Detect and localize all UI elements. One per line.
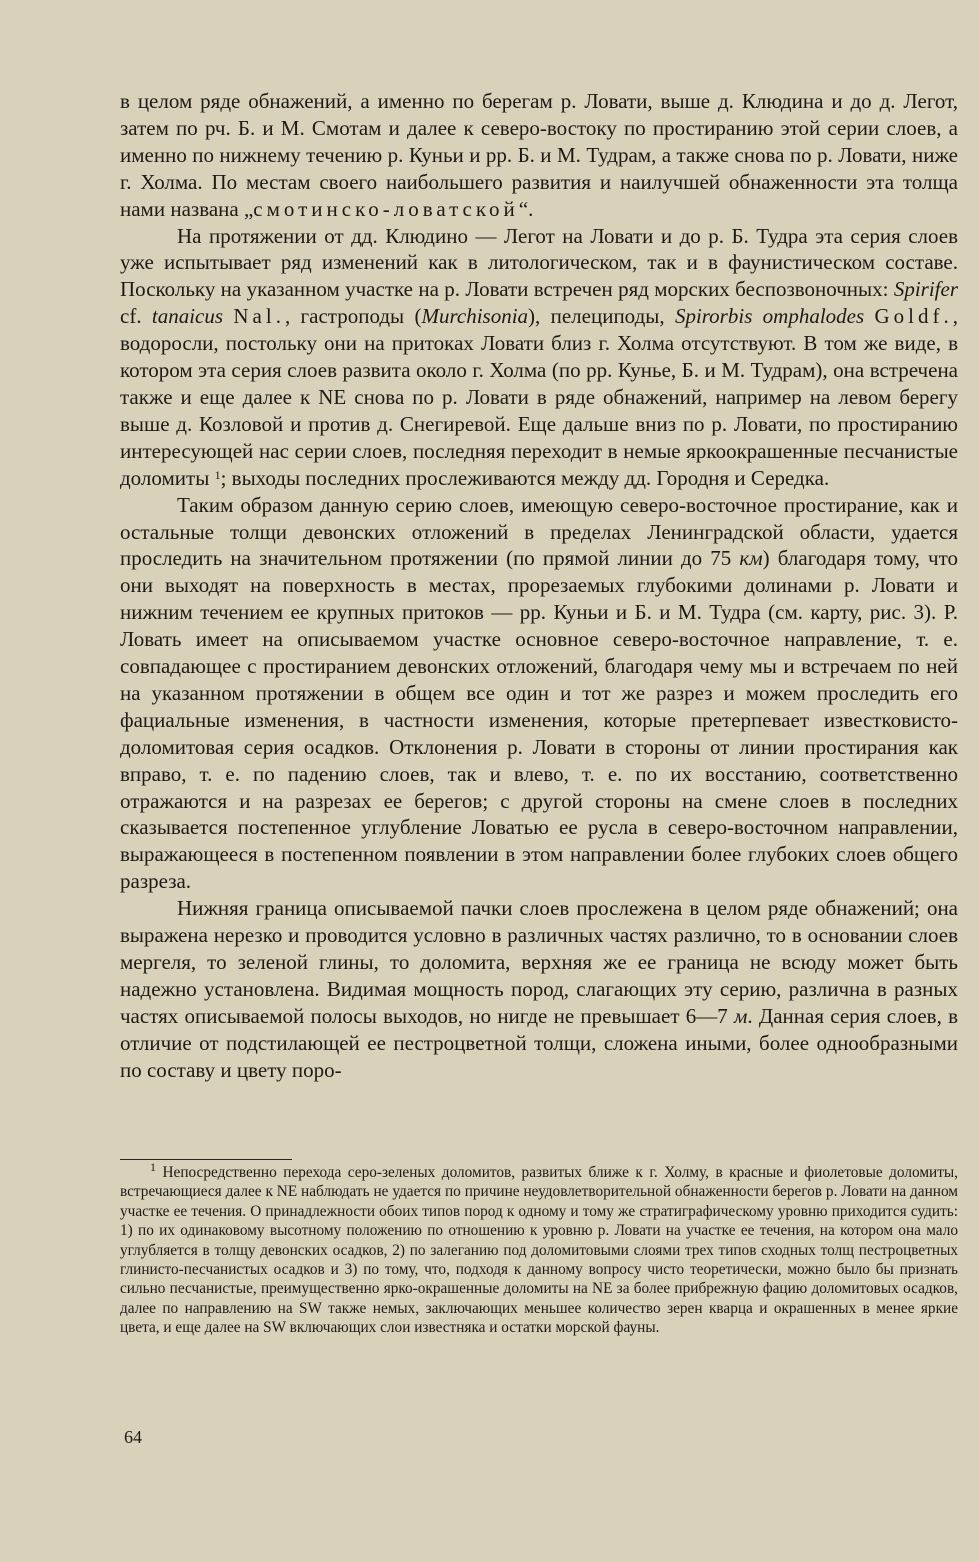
page-number: 64 bbox=[124, 1427, 142, 1447]
text-run bbox=[864, 304, 874, 328]
text-run: в целом ряде обнажений, а именно по берегам р. Ловати, выше д. Клюдина и до д. Легот, затем по рч. Б. и М. Смотам и далее к северо-востоку по простиранию этой серии слоев, а именно по нижнему течению р. Куньи и рр. Б. и М. Тудрам, а также снова по р. Ловати, ниже г. Холма. По местам своего наибольшего развития и наилучшей обнаженности эта толща нами названа „ bbox=[120, 89, 958, 221]
text-run: На протяжении от дд. Клюдино — Легот на Ловати и до р. Б. Тудра эта серия слоев уже испытывает ряд изменений как в литологическом, так и в фаунистическом составе. Поскольку на указанном участке на р. Ловати встречен ряд морских беспозвоночных: bbox=[120, 223, 958, 302]
text-run: Таким образом данную серию слоев, имеющую северо-восточное простирание, как и остальные толщи девонских отложений в пределах Ленинградской области, удается проследить на значительном протяжении (по прямой линии до 75 bbox=[120, 492, 958, 571]
text-run bbox=[223, 304, 233, 328]
text-run: ) благодаря тому, что они выходят на поверхность в местах, прорезаемых глубокими долинами р. Ловати и нижним течением ее крупных притоков — рр. Куньи и Б. и М. Тудра (см. карту, рис. 3). Р. Ловать имеет на описываемом участке основное северо-восточное направление, т. е. совпадающее с простиранием девонских отложений, благодаря чему мы и встречаем по ней на указанном протяжении в общем все один и тот же разрез и можем проследить его фациальные изменения, в частности изменения, которые претерпевает известковисто-доломитовая серия осадков. Отклонения р. Ловати в стороны от линии простирания как вправо, т. е. по падению слоев, так и влево, т. е. по их восстанию, соответственно отражаются и на разрезах ее берегов; с другой стороны на смене слоев в последних сказывается постепенное углубление Ловатью ее русла в северо-восточном направлении, выражающееся в постепенном появлении в этом направлении более глубоких слоев общего разреза. bbox=[120, 546, 958, 894]
italic-text: tanaicus bbox=[151, 304, 224, 329]
text-run: ), пелециподы, bbox=[528, 304, 675, 329]
paragraph bbox=[120, 223, 958, 492]
spaced-text: Goldf. bbox=[874, 304, 953, 329]
footnote-paragraph bbox=[120, 1160, 958, 1338]
text-run: , гастроподы ( bbox=[284, 304, 422, 329]
text-run: cf. bbox=[120, 304, 152, 329]
italic-text: Spirorbis omphalodes bbox=[674, 304, 865, 329]
text-run: . Данная серия слоев, в отличие от подстилающей ее пестроцветной толщи, сложена иными, более однообразными по составу и цвету поро- bbox=[120, 1003, 959, 1082]
footnote-text: Непосредственно перехода серо-зеленых доломитов, развитых ближе к г. Холму, в красные и фиолетовые доломиты, встречающиеся далее к NE наблюдать не удается по причине неудовлетворительной обнаженности берегов р. Ловати на данном участке ее течения. О принадлежности обоих типов пород к одному и тому же стратиграфическому уровню приходится судить: 1) по их одинаковому высотному положению по отношению к уровню р. Ловати на участке ее течения, на котором она мало углубляется в толщу девонских осадков, 2) по залеганию под доломитовыми слоями трех типов сходных толщ пестроцветных глинисто-песчанистых осадков и 3) по тому, что, подходя к данному вопросу чисто теоретически, можно было бы признать сильно песчанистые, преимущественно ярко-окрашенные доломиты на NE за более прибрежную фацию доломитовых осадков, далее по направлению на SW также немых, заключающих меньшее количество зерен кварца и окрашенных в менее яркие цвета, и еще далее на SW включающих слои известняка и остатки морской фауны. bbox=[120, 1164, 958, 1337]
italic-text: Murchisonia bbox=[421, 304, 529, 329]
paragraph bbox=[120, 895, 958, 1083]
text-run: Нижняя граница описываемой пачки слоев прослежена в целом ряде обнажений; она выражена нерезко и проводится условно в различных частях различно, то в основании слоев мергеля, то зеленой глины, то доломита, верхняя же ее граница не всюду может быть надежно установлена. Видимая мощность пород, слагающих эту серию, различна в разных частях описываемой полосы выходов, но нигде не превышает 6—7 bbox=[120, 896, 958, 1028]
footnote-reference: 1 bbox=[214, 467, 221, 482]
text-run: “. bbox=[518, 196, 534, 221]
italic-text: м bbox=[734, 1003, 748, 1028]
footnote bbox=[120, 1160, 958, 1338]
paragraph bbox=[120, 88, 958, 223]
paragraph bbox=[120, 492, 958, 896]
footnote-separator bbox=[120, 1159, 292, 1160]
text-run: , водоросли, постольку они на притоках Ловати близ г. Холма отсутствуют. В том же виде, в котором эта серия слоев развита около г. Холма (по рр. Кунье, Б. и М. Тудрам), она встречена также и еще далее к NE снова по р. Ловати в ряде обнажений, например на левом берегу выше д. Козловой и против д. Снегиревой. Еще дальше вниз по р. Ловати, по простиранию интересующей нас серии слоев, последняя переходит в немые яркоокрашенные песчанистые доломиты bbox=[120, 304, 959, 490]
spaced-text: Nal. bbox=[233, 304, 285, 329]
italic-text: Spirifer bbox=[893, 277, 958, 302]
spaced-text: смотинско-ловатской bbox=[253, 196, 519, 221]
text-run: ; выходы последних прослеживаются между дд. Городня и Середка. bbox=[220, 465, 830, 490]
footnote-marker: 1 bbox=[150, 1160, 156, 1174]
italic-text: км bbox=[739, 546, 763, 571]
main-text bbox=[120, 88, 958, 1084]
